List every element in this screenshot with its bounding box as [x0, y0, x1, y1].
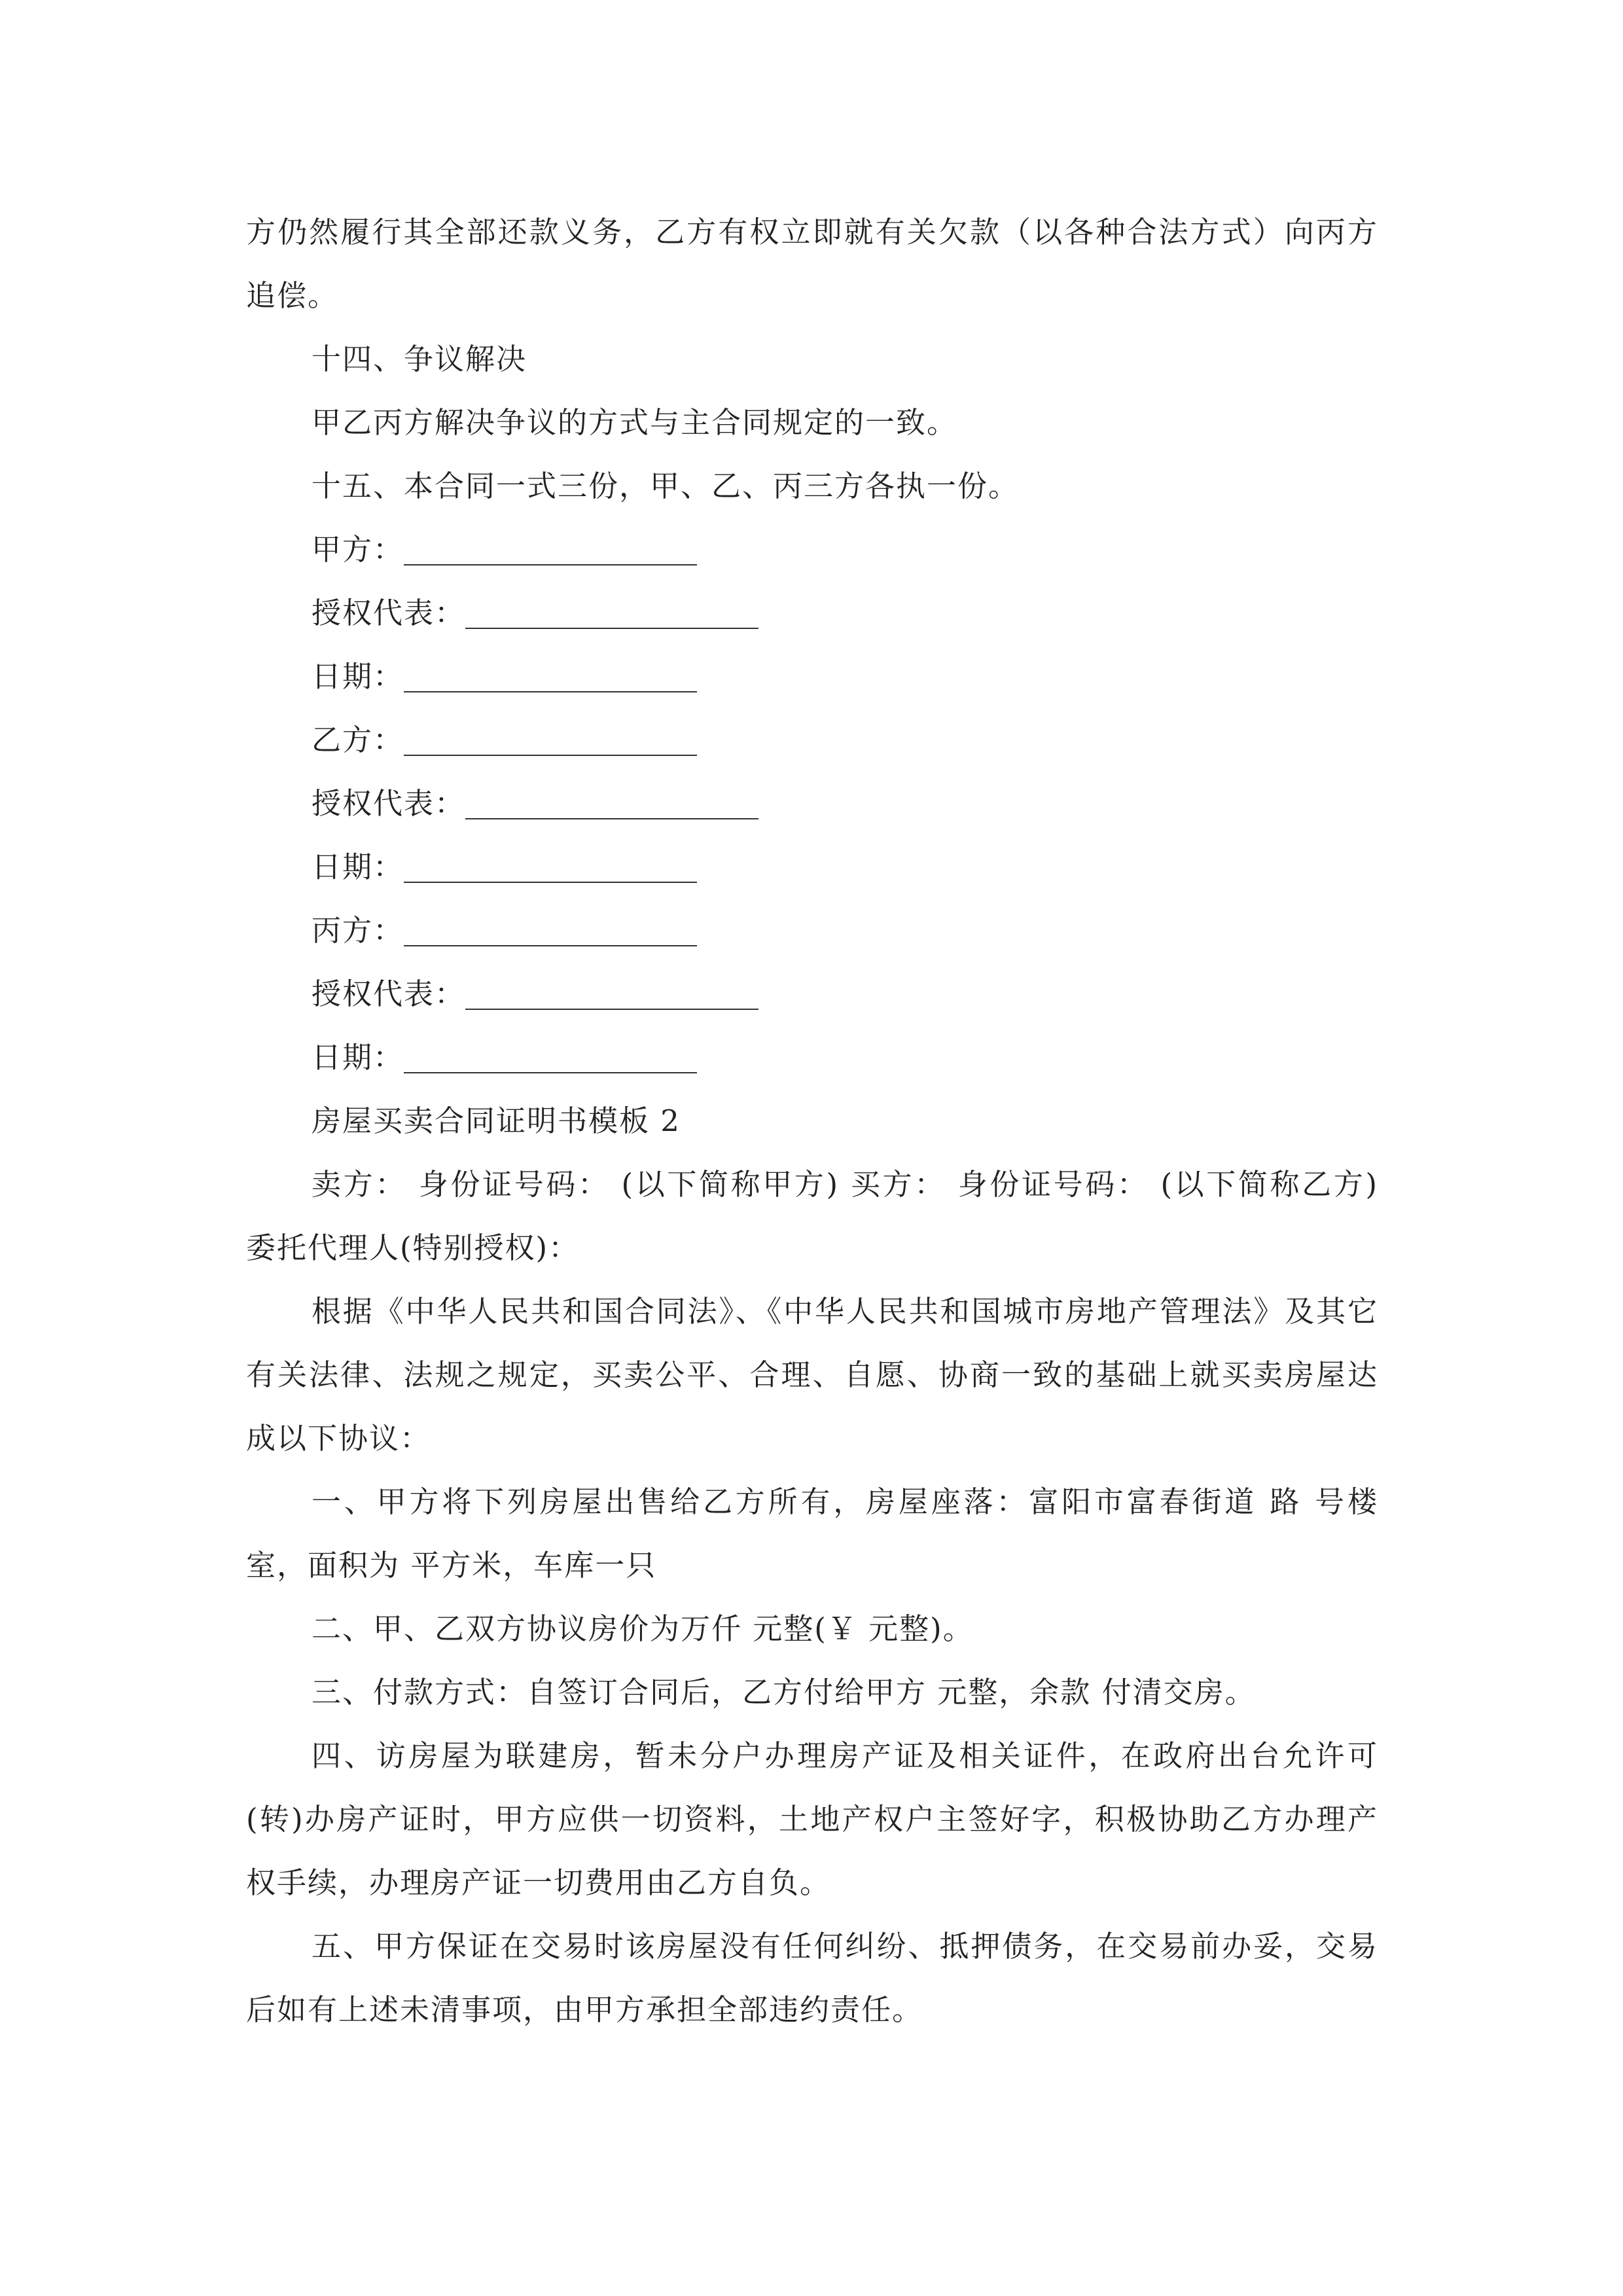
- signature-line-party-a: [246, 518, 1378, 581]
- signature-blank: [465, 1009, 758, 1010]
- signature-line-party-c-representative: [246, 962, 1378, 1026]
- parties-paragraph: 卖方： 身份证号码： (以下简称甲方) 买方： 身份证号码： (以下简称乙方) 委托代理人(特别授权)：: [246, 1167, 1378, 1265]
- signature-label: 日期：: [312, 659, 404, 694]
- clause-1: 一、甲方将下列房屋出售给乙方所有，房屋座落：富阳市富春街道 路 号楼 室，面积为 平方米，车库一只: [246, 1484, 1378, 1583]
- signature-label: 丙方：: [312, 913, 404, 948]
- signature-label: 授权代表：: [312, 786, 466, 821]
- signature-blank: [404, 691, 697, 692]
- document-body: [246, 200, 1378, 2041]
- signature-line-party-a-representative: [246, 581, 1378, 645]
- signature-blank: [404, 882, 697, 883]
- signature-line-party-b: [246, 708, 1378, 772]
- signature-line-party-b-representative: [246, 772, 1378, 835]
- signature-label: 日期：: [312, 1040, 404, 1075]
- intro-paragraph: 方仍然履行其全部还款义务，乙方有权立即就有关欠款（以各种合法方式）向丙方追偿。: [246, 215, 1378, 313]
- clause-3: 三、付款方式：自签订合同后，乙方付给甲方 元整，余款 付清交房。: [312, 1675, 1256, 1710]
- signature-line-party-a-date: [246, 645, 1378, 708]
- signature-line-party-c: [246, 899, 1378, 962]
- signature-blank: [404, 945, 697, 946]
- signature-blank: [404, 755, 697, 756]
- signature-line-party-c-date: [246, 1026, 1378, 1089]
- clause-5: 五、甲方保证在交易时该房屋没有任何纠纷、抵押债务，在交易前办妥，交易后如有上述未清事项，由甲方承担全部违约责任。: [246, 1929, 1378, 2027]
- signature-blank: [465, 628, 758, 629]
- clause-4: 四、访房屋为联建房，暂未分户办理房产证及相关证件，在政府出台允许可(转)办房产证时，甲方应供一切资料，土地产权户主签好字，积极协助乙方办理产权手续，办理房产证一切费用由乙方自负。: [246, 1738, 1378, 1900]
- section-14-body: 甲乙丙方解决争议的方式与主合同规定的一致。: [312, 405, 958, 440]
- signature-label: 乙方：: [312, 723, 404, 757]
- section-15: 十五、本合同一式三份，甲、乙、丙三方各执一份。: [312, 469, 1020, 503]
- signature-label: 日期：: [312, 850, 404, 884]
- signature-label: 甲方：: [312, 532, 404, 567]
- preamble-paragraph: 根据《中华人民共和国合同法》、《中华人民共和国城市房地产管理法》及其它有关法律、法规之规定，买卖公平、合理、自愿、协商一致的基础上就买卖房屋达成以下协议：: [246, 1294, 1378, 1456]
- signature-blank: [404, 1072, 697, 1073]
- clause-2: 二、甲、乙双方协议房价为万仟 元整(￥ 元整)。: [312, 1611, 974, 1646]
- section-14-title: 十四、争议解决: [312, 342, 527, 376]
- signature-line-party-b-date: [246, 835, 1378, 899]
- template-2-title: 房屋买卖合同证明书模板 2: [312, 1103, 681, 1138]
- signature-label: 授权代表：: [312, 596, 466, 630]
- signature-label: 授权代表：: [312, 977, 466, 1011]
- signature-blank: [465, 818, 758, 819]
- signature-blank: [404, 564, 697, 565]
